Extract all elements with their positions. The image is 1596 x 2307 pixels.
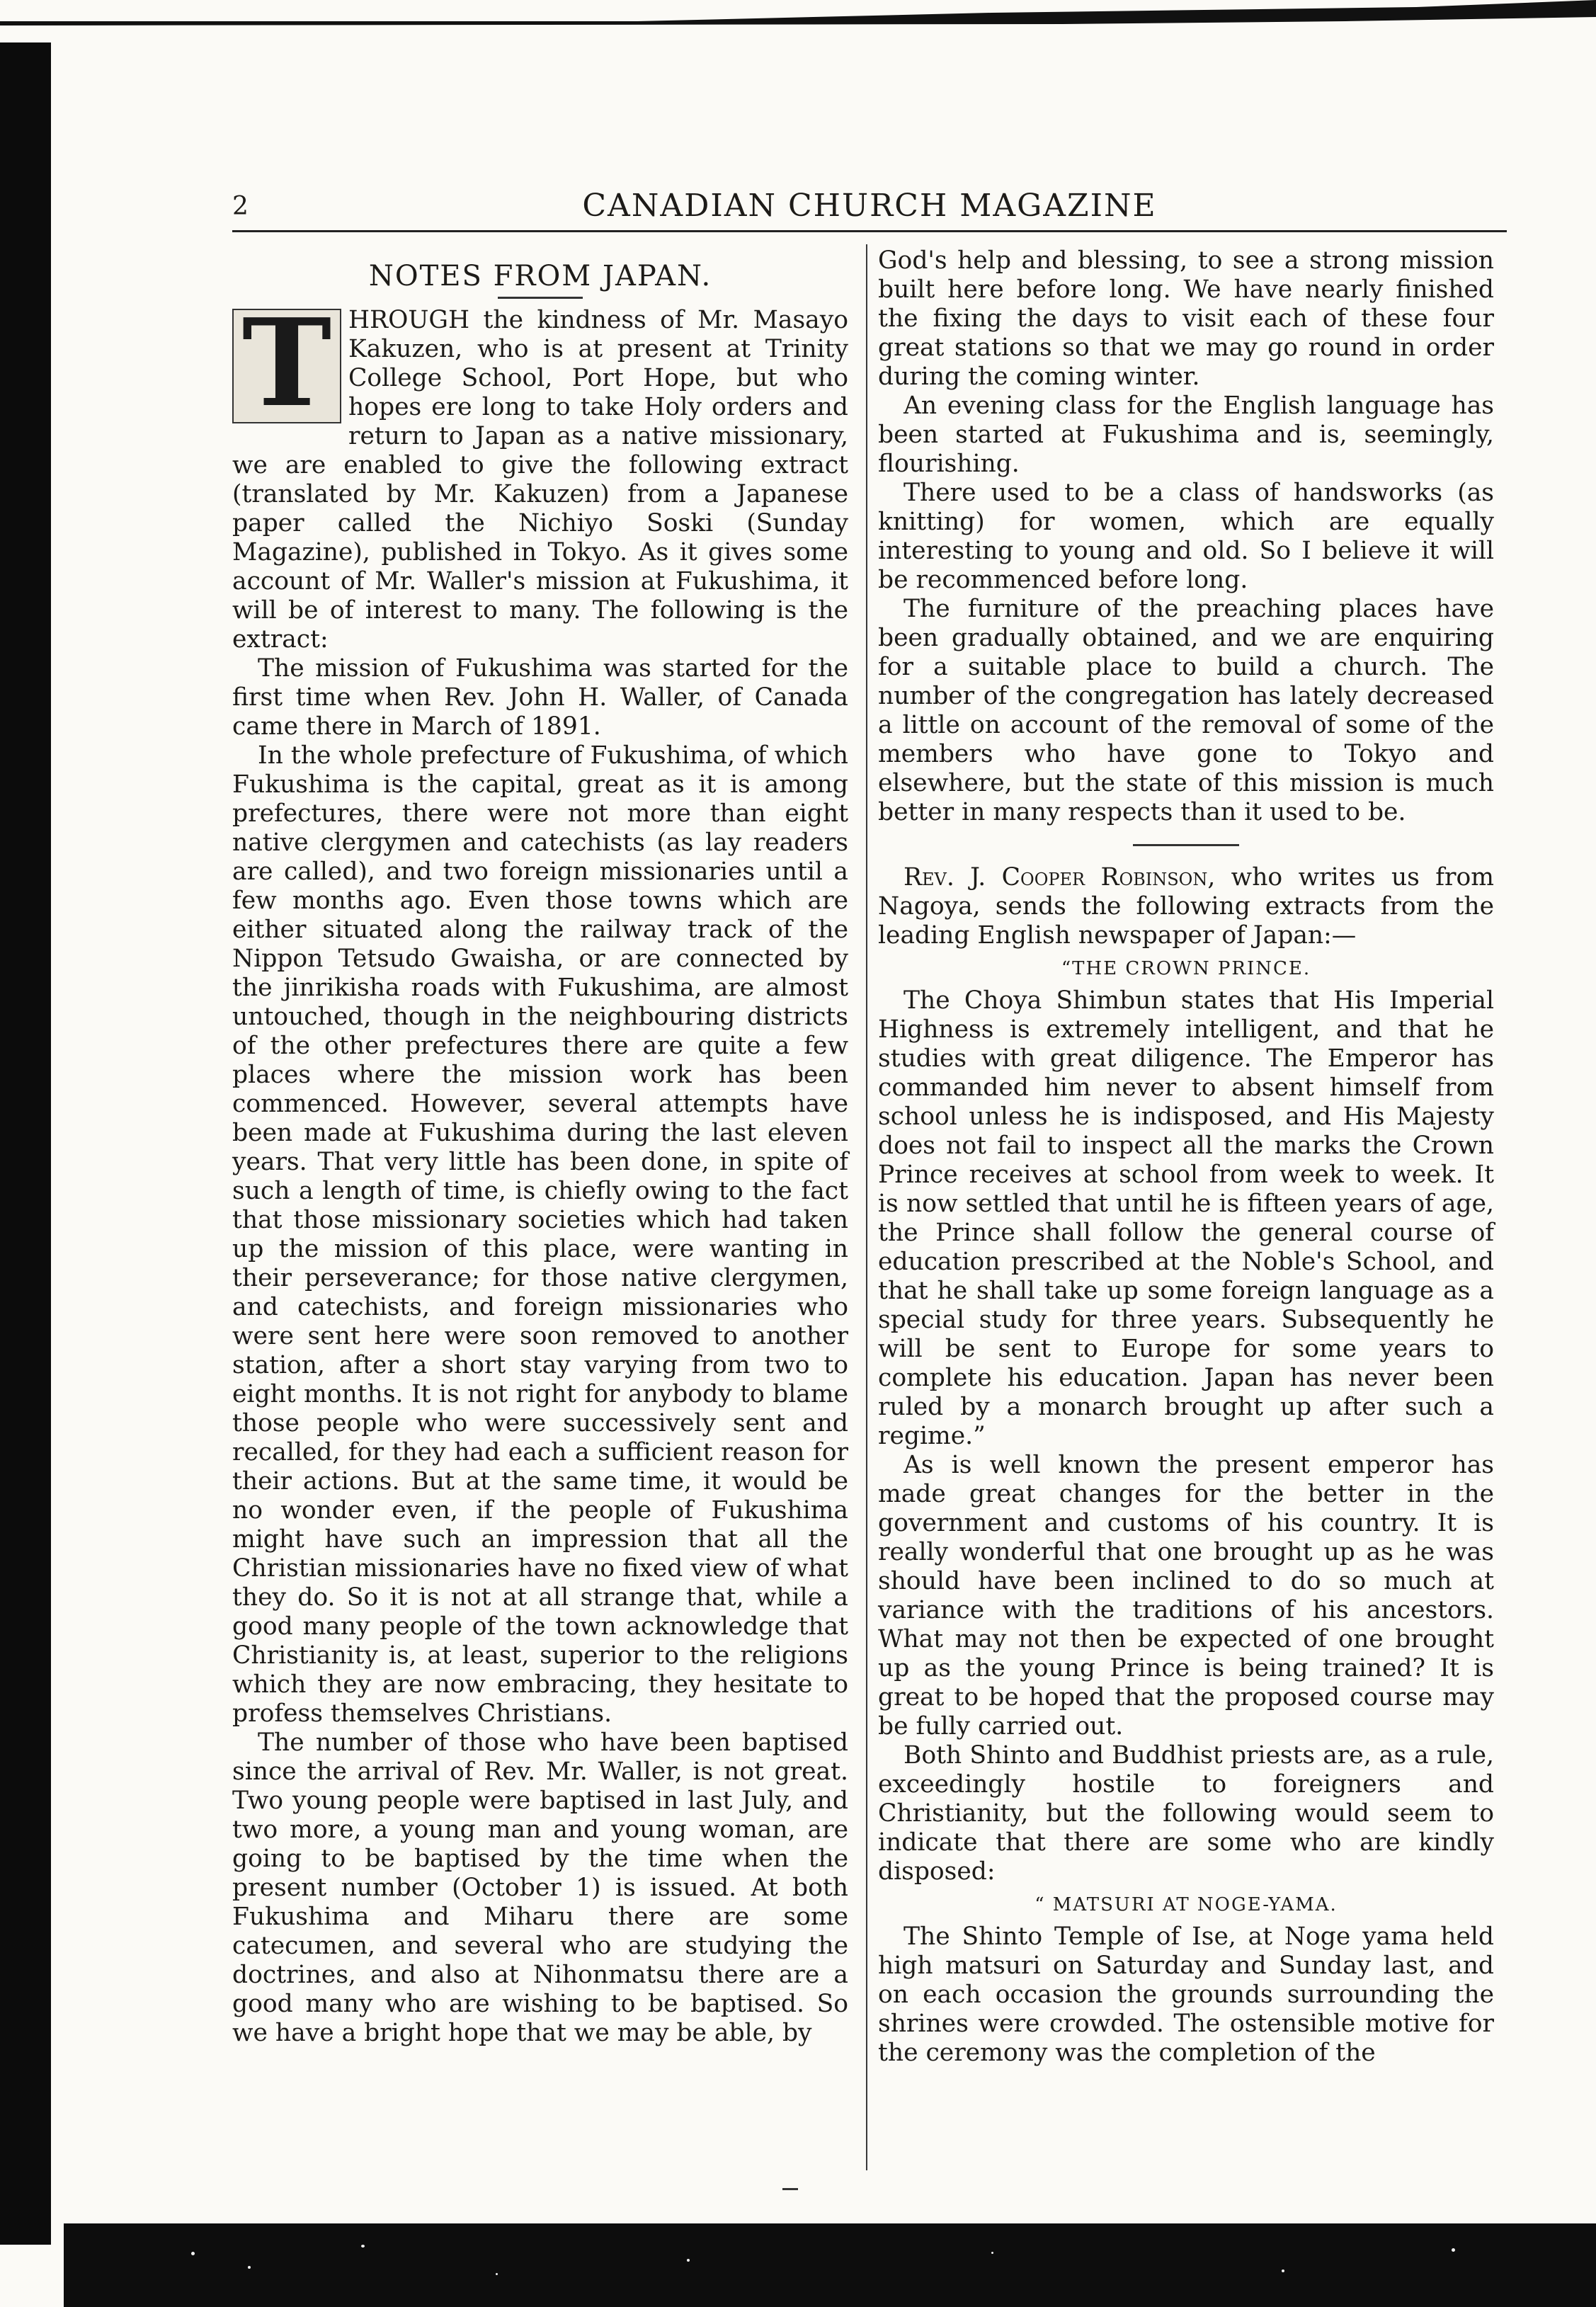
author-name: Rev. J. Cooper Robinson,: [904, 863, 1216, 892]
bottom-mark: [782, 2188, 798, 2190]
paragraph: An evening class for the English language has been started at Fukushima and is, seemingly, flourishing.: [878, 392, 1494, 478]
paragraph: The mission of Fukushima was started for the first time when Rev. John H. Waller, of Canada came there in March of 1891.: [232, 654, 848, 741]
scan-edge-top: [0, 0, 1596, 28]
left-column: [232, 246, 848, 2048]
title-rule: [498, 297, 583, 299]
magazine-title: CANADIAN CHURCH MAGAZINE: [582, 188, 1157, 224]
paragraph: The number of those who have been baptised since the arrival of Rev. Mr. Waller, is not great. Two young people were baptised in last July, and two more, a young man and young woman, are going to be baptised by the time when the present number (October 1) is issued. At both Fukushima and Miharu there are some catecumen, and several who are studying the doctrines, and also at Nihonmatsu there are a good many who are wishing to be baptised. So we have a bright hope that we may be able, by: [232, 1728, 848, 2047]
scan-edge-left: [0, 42, 51, 2245]
section-rule: [1133, 844, 1239, 846]
subhead-matsuri: “ MATSURI AT NOGE-YAMA.: [1034, 1894, 1338, 1915]
robinson-text: who writes us from Nagoya, sends the following extracts from the leading English newspaper of Japan:—: [878, 863, 1494, 950]
header-rule: [232, 230, 1507, 232]
page-number: 2: [232, 192, 249, 221]
intro-paragraph: [232, 292, 848, 654]
intro-text: HROUGH the kindness of Mr. Masayo Kakuzen, who is at present at Trinity College School, Port Hope, but who hopes ere long to take Holy orders and return to Japan as a native missionary, we are enabled to give the following extract (translated by Mr. Kakuzen) from a Japanese paper called the Nichiyo Soski (Sunday Magazine), published in Tokyo. As it gives some account of Mr. Waller's mission at Fukushima, it will be of interest to many. The following is the extract:: [232, 306, 848, 654]
paragraph: As is well known the present emperor has made great changes for the better in the government and customs of his country. It is really wonderful that one brought up as he was should have been inclined to do so much at variance with the traditions of his ancestors. What may not then be expected of one brought up as the young Prince is being trained? It is great to be hoped that the proposed course may be fully carried out.: [878, 1451, 1494, 1741]
scan-edge-bottom: [64, 2223, 1596, 2307]
dropcap-letter: T: [232, 309, 341, 423]
paragraph: Both Shinto and Buddhist priests are, as a rule, exceedingly hostile to foreigners and Christianity, but the following would seem to indicate that there are some who are kindly disposed:: [878, 1741, 1494, 1886]
paragraph: God's help and blessing, to see a strong mission built here before long. We have nearly finished the fixing the days to visit each of these four great stations so that we may go round in order during the coming winter.: [878, 246, 1494, 391]
paragraph: The furniture of the preaching places have been gradually obtained, and we are enquiring for a suitable place to build a church. The number of the congregation has lately decreased a little on account of the removal of some of the members who have gone to Tokyo and elsewhere, but the state of this mission is much better in many respects than it used to be.: [878, 595, 1494, 826]
paragraph: The Choya Shimbun states that His Imperial Highness is extremely intelligent, and that he studies with great diligence. The Emperor has commanded him never to absent himself from school unless he is indisposed, and His Majesty does not fail to inspect all the marks the Crown Prince receives at school from week to week. It is now settled that until he is fifteen years of age, the Prince shall follow the general course of education prescribed at the Noble's School, and that he shall take up some foreign language as a special study for three years. Subsequently he will be sent to Europe for some years to complete his education. Japan has never been ruled by a monarch brought up after such a regime.”: [878, 986, 1494, 1450]
robinson-paragraph: [878, 863, 1494, 950]
paragraph: In the whole prefecture of Fukushima, of which Fukushima is the capital, great as it is among prefectures, there were not more than eight native clergymen and catechists (as lay readers are called), and two foreign missionaries until a few months ago. Even those towns which are either situated along the railway track of the Nippon Tetsudo Gwaisha, or are connected by the jinrikisha roads with Fukushima, are almost untouched, though in the neighbouring districts of the other prefectures there are quite a few places where the mission work has been commenced. However, several attempts have been made at Fukushima during the last eleven years. That very little has been done, in spite of such a length of time, is chiefly owing to the fact that those missionary societies which had taken up the mission of this place, were wanting in their perseverance; for those native clergymen, and catechists, and foreign missionaries who were sent here were soon removed to another station, after a short stay varying from two to eight months. It is not right for anybody to blame those people who were successively sent and recalled, for they had each a sufficient reason for their actions. But at the same time, it would be no wonder even, if the people of Fukushima might have such an impression that all the Christian missionaries have no fixed view of what they do. So it is not at all strange that, while a good many people of the town acknowledge that Christianity is, at least, superior to the religions which they are now embracing, they hesitate to profess themselves Christians.: [232, 741, 848, 1728]
column-divider: [866, 244, 867, 2170]
running-header: [232, 181, 1507, 223]
article-title: NOTES FROM JAPAN.: [368, 260, 712, 292]
subhead-crown-prince: “THE CROWN PRINCE.: [1061, 958, 1311, 979]
paragraph: The Shinto Temple of Ise, at Noge yama held high matsuri on Saturday and Sunday last, and on each occasion the grounds surrounding the shrines were crowded. The ostensible motive for the ceremony was the completion of the: [878, 1922, 1494, 2067]
paragraph: There used to be a class of handsworks (as knitting) for women, which are equally interesting to young and old. So I believe it will be recommenced before long.: [878, 479, 1494, 594]
right-column: [878, 246, 1494, 2068]
